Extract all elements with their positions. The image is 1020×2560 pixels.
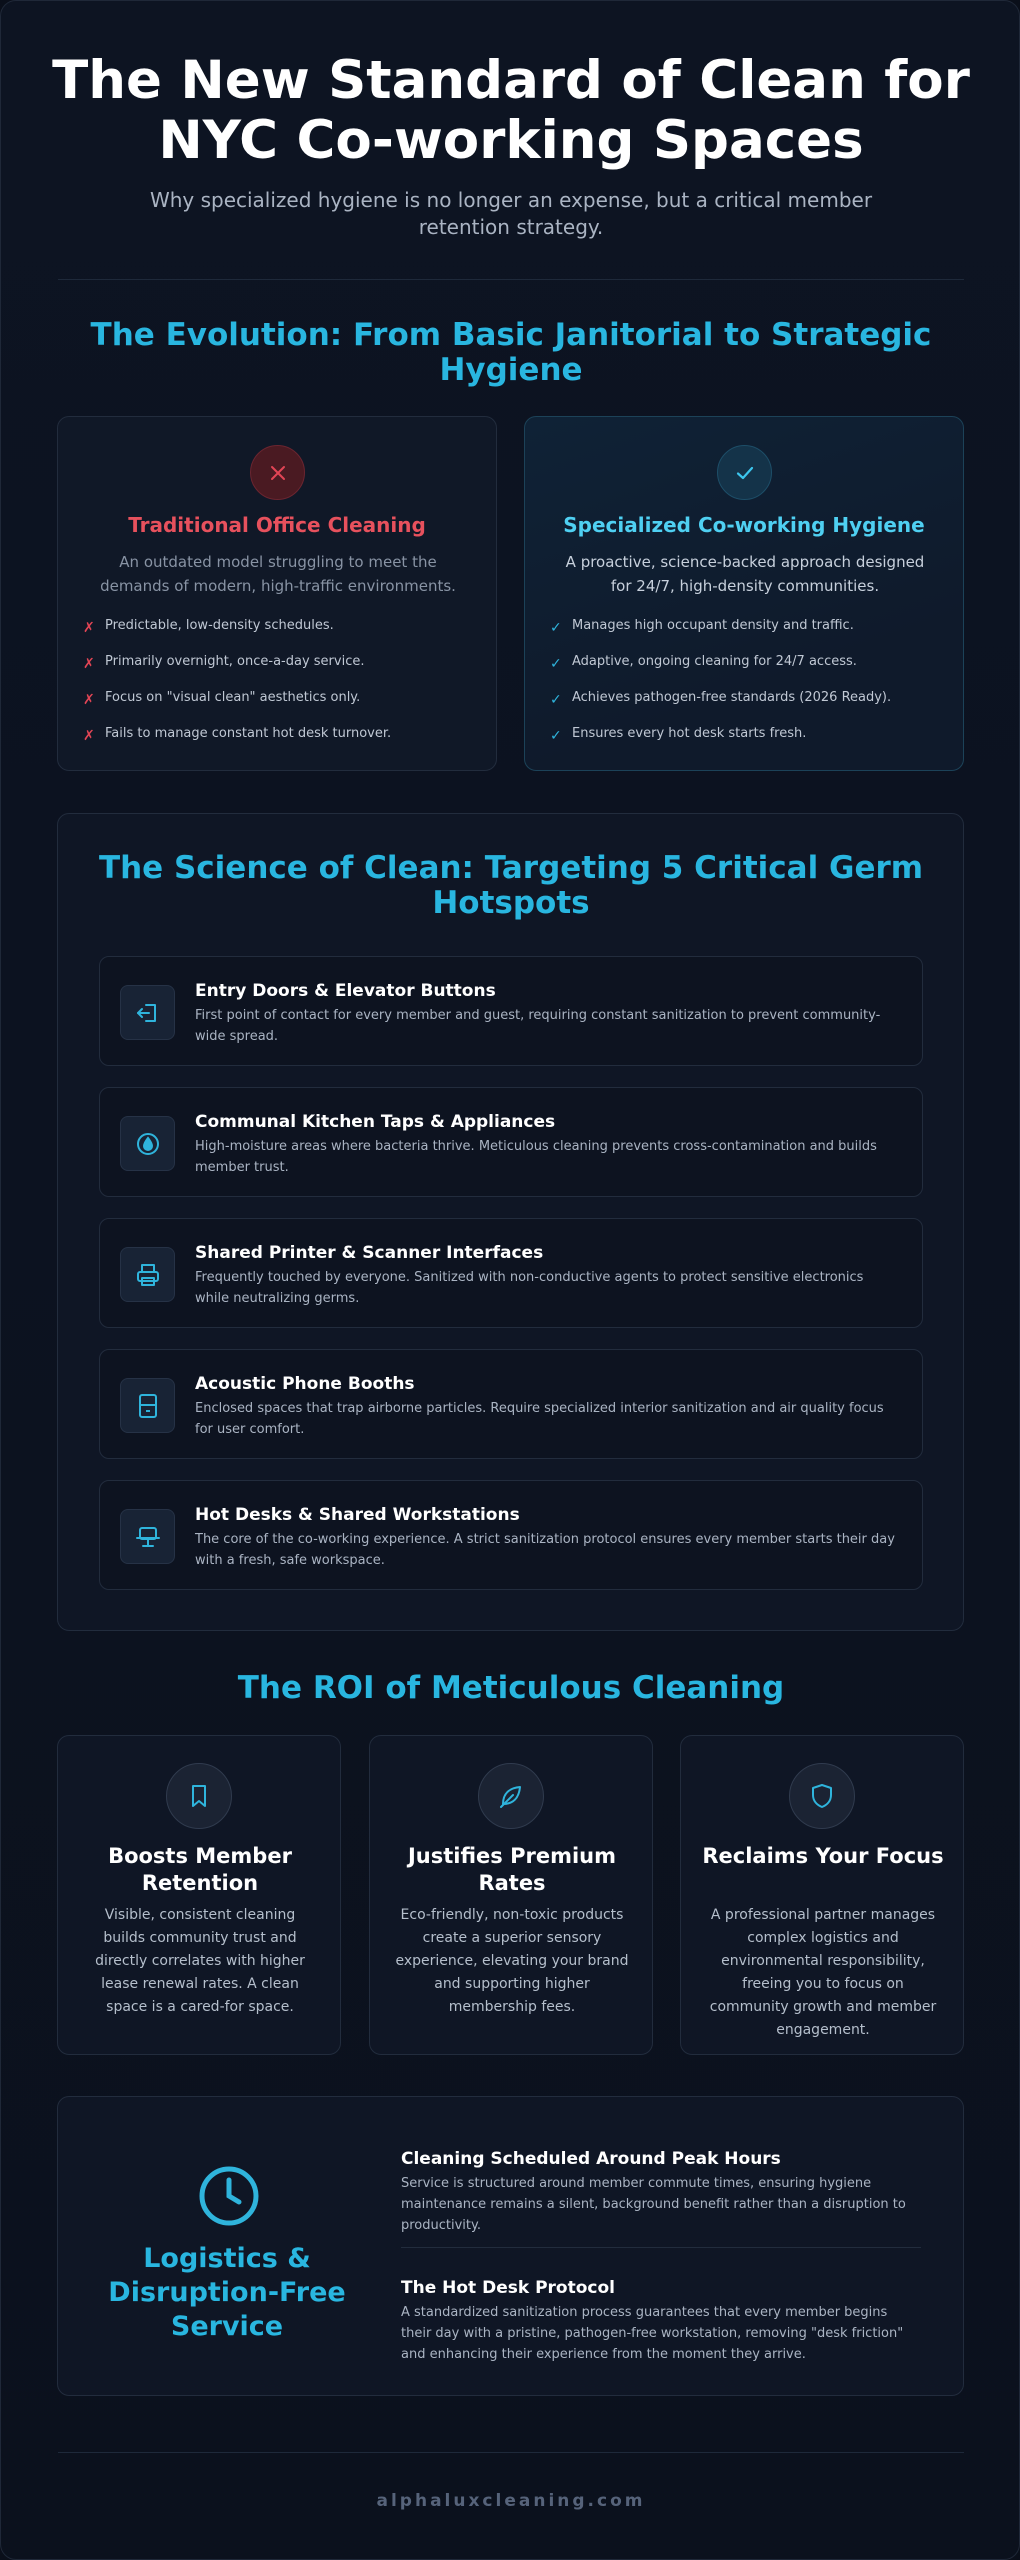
divider [401,2247,921,2248]
logistics-item-description: Service is structured around member commute times, ensuring hygiene maintenance remains a silent, background benefit rather than a disruption to productivity. [401,2176,906,2233]
divider [58,279,964,280]
hotspot-title: Hot Desks & Shared Workstations [195,1505,520,1525]
logistics-title: Logistics & Disruption-Free Service [108,2243,346,2342]
roi-card-title: Reclaims Your Focus [702,1844,944,1868]
printer-icon [120,1247,175,1302]
hotspot-description: Frequently touched by everyone. Sanitized with non-conductive agents to protect sensitive electronics while neutralizing germs. [195,1270,864,1306]
traditional-list [83,617,483,761]
specialized-hygiene-card [524,416,964,771]
traditional-description: An outdated model struggling to meet the demands of modern, high-traffic environments. [100,553,456,595]
cross-icon: ✗ [83,656,95,672]
list-item: ✗ Fails to manage constant hot desk turnover. [83,726,392,744]
specialized-title: Specialized Co-working Hygiene [563,513,925,537]
cross-icon: ✗ [83,728,95,744]
roi-card-title: Justifies Premium Rates [407,1844,617,1895]
check-icon: ✓ [550,656,562,672]
hotspot-title: Entry Doors & Elevator Buttons [195,981,496,1001]
check-icon: ✓ [550,728,562,744]
page-subtitle: Why specialized hygiene is no longer an expense, but a critical member retention strategy. [149,188,873,239]
hotspot-card [99,1480,923,1590]
roi-card [369,1735,653,2055]
door-entry-icon [120,985,175,1040]
science-panel [57,813,964,1631]
traditional-cleaning-card [57,416,497,771]
check-icon: ✓ [550,692,562,708]
check-icon: ✓ [550,620,562,636]
specialized-list [550,617,950,761]
hotspot-title: Shared Printer & Scanner Interfaces [195,1243,544,1263]
list-item: ✓ Ensures every hot desk starts fresh. [550,726,807,744]
phone-booth-icon [120,1378,175,1433]
page-title: The New Standard of Clean for NYC Co-working Spaces [52,50,970,171]
logistics-panel [57,2096,964,2396]
roi-card-description: Eco-friendly, non-toxic products create a superior sensory experience, elevating your brand and supporting higher membership fees. [395,1907,629,2015]
bookmark-icon [166,1763,232,1829]
roi-card [57,1735,341,2055]
x-icon [250,445,305,500]
hotspot-description: The core of the co-working experience. A strict sanitization protocol ensures every member starts their day with a fresh, safe workspace. [195,1532,895,1568]
list-item: ✓ Adaptive, ongoing cleaning for 24/7 access. [550,654,857,672]
roi-title: The ROI of Meticulous Cleaning [237,1670,785,1706]
roi-card [680,1735,964,2055]
hotspot-title: Acoustic Phone Booths [195,1374,415,1394]
list-item: ✗ Primarily overnight, once-a-day service. [83,654,365,672]
hotspot-description: First point of contact for every member and guest, requiring constant sanitization to prevent community-wide spread. [195,1008,881,1044]
roi-card-description: A professional partner manages complex logistics and environmental responsibility, freeing you to focus on community growth and member engagement. [709,1907,937,2038]
workstation-icon [120,1509,175,1564]
cross-icon: ✗ [83,692,95,708]
footer-domain: alphaluxcleaning.com [376,2491,646,2511]
hotspot-card [99,956,923,1066]
roi-card-title: Boosts Member Retention [108,1844,292,1895]
check-icon [717,445,772,500]
hotspot-description: High-moisture areas where bacteria thrive. Meticulous cleaning prevents cross-contamination and builds member trust. [195,1139,877,1175]
cross-icon: ✗ [83,620,95,636]
hotspot-description: Enclosed spaces that trap airborne particles. Require specialized interior sanitization and air quality focus for user comfort. [195,1401,884,1437]
traditional-title: Traditional Office Cleaning [128,513,426,537]
leaf-icon [478,1763,544,1829]
list-item: ✓ Manages high occupant density and traffic. [550,618,854,636]
shield-icon [789,1763,855,1829]
logistics-item-description: A standardized sanitization process guarantees that every member begins their day with a pristine, pathogen-free workstation, removing "desk friction" and enhancing their experience from the moment they arrive. [401,2305,904,2362]
list-item: ✓ Achieves pathogen-free standards (2026 Ready). [550,690,892,708]
hotspot-card [99,1087,923,1197]
hotspot-title: Communal Kitchen Taps & Appliances [195,1112,556,1132]
hotspot-card [99,1349,923,1459]
hotspot-card [99,1218,923,1328]
science-title: The Science of Clean: Targeting 5 Critical Germ Hotspots [98,850,924,921]
specialized-description: A proactive, science-backed approach designed for 24/7, high-density communities. [565,553,925,595]
list-item: ✗ Focus on "visual clean" aesthetics only. [83,690,361,708]
water-drop-icon [120,1116,175,1171]
divider [58,2452,964,2453]
evolution-title: The Evolution: From Basic Janitorial to Strategic Hygiene [90,317,932,388]
roi-card-description: Visible, consistent cleaning builds community trust and directly correlates with higher lease renewal rates. A clean space is a cared-for space. [95,1907,305,2015]
logistics-item-title: The Hot Desk Protocol [401,2278,615,2298]
clock-icon [198,2165,260,2231]
header [1,51,1020,241]
list-item: ✗ Predictable, low-density schedules. [83,618,334,636]
logistics-item-title: Cleaning Scheduled Around Peak Hours [401,2149,781,2169]
